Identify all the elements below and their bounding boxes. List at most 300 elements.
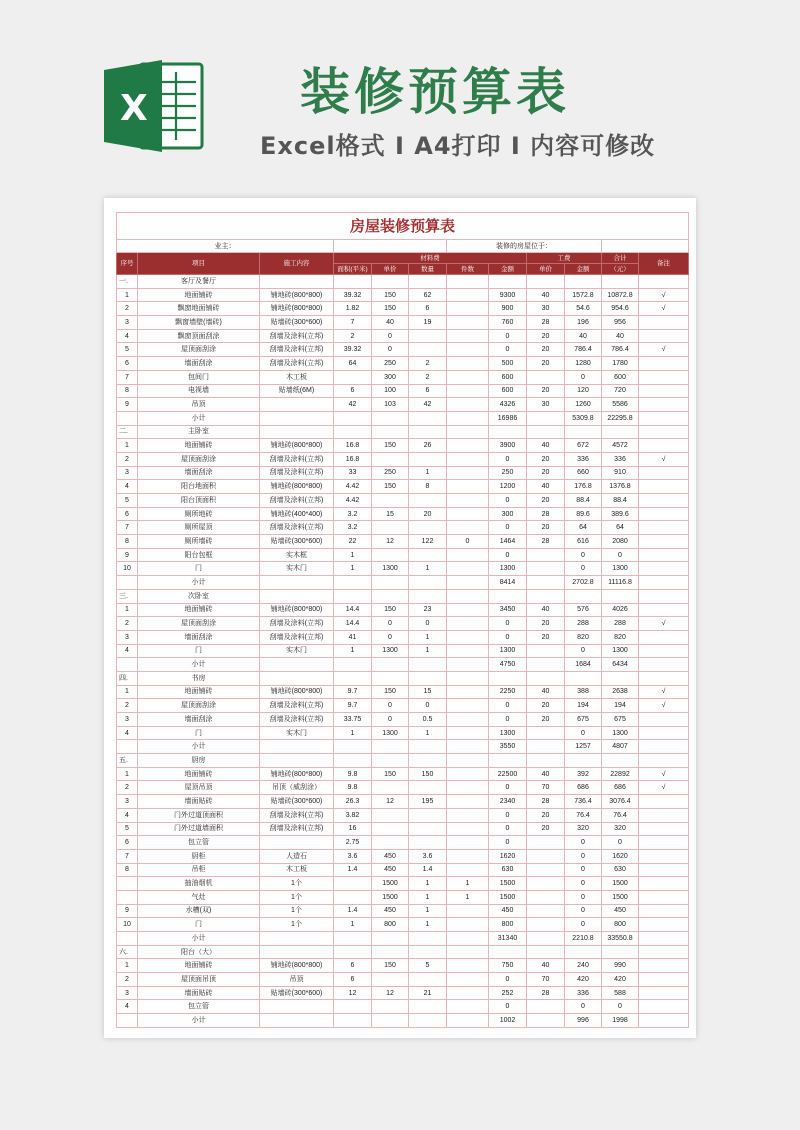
cell-unit-price[interactable]: 800 bbox=[372, 918, 409, 932]
cell-note[interactable]: √ bbox=[639, 343, 689, 357]
cell-content[interactable]: 实木门 bbox=[260, 726, 334, 740]
cell-content[interactable]: 铺地砖(800*800) bbox=[260, 767, 334, 781]
cell-content[interactable]: 人造石 bbox=[260, 849, 334, 863]
cell-unit-price[interactable]: 12 bbox=[372, 535, 409, 549]
cell-seq[interactable]: 2 bbox=[117, 302, 138, 316]
cell-total[interactable]: 10872.8 bbox=[602, 288, 639, 302]
cell-item[interactable]: 墙面刮涂 bbox=[138, 466, 260, 480]
cell-amount[interactable]: 1300 bbox=[489, 644, 527, 658]
cell-qty[interactable]: 62 bbox=[409, 288, 447, 302]
cell-content[interactable]: 刮墙及涂料(立邦) bbox=[260, 329, 334, 343]
cell-qty[interactable] bbox=[409, 275, 447, 289]
cell-pieces[interactable] bbox=[447, 699, 489, 713]
cell-total[interactable] bbox=[602, 275, 639, 289]
cell-item[interactable]: 墙面刮涂 bbox=[138, 713, 260, 727]
cell-labor-price[interactable] bbox=[527, 275, 565, 289]
cell-unit-price[interactable]: 1300 bbox=[372, 562, 409, 576]
cell-unit-price[interactable]: 150 bbox=[372, 603, 409, 617]
cell-amount[interactable]: 0 bbox=[489, 494, 527, 508]
cell-area[interactable]: 3.6 bbox=[334, 849, 372, 863]
cell-note[interactable]: √ bbox=[639, 302, 689, 316]
cell-item[interactable]: 次卧室 bbox=[138, 589, 260, 603]
cell-total[interactable]: 954.6 bbox=[602, 302, 639, 316]
cell-item[interactable]: 屋顶面刮涂 bbox=[138, 617, 260, 631]
cell-labor-price[interactable]: 30 bbox=[527, 398, 565, 412]
cell-unit-price[interactable] bbox=[372, 945, 409, 959]
cell-total[interactable]: 33550.8 bbox=[602, 932, 639, 946]
cell-qty[interactable] bbox=[409, 576, 447, 590]
cell-labor-amount[interactable]: 89.6 bbox=[565, 507, 602, 521]
cell-note[interactable] bbox=[639, 521, 689, 535]
cell-pieces[interactable] bbox=[447, 370, 489, 384]
cell-item[interactable]: 地面铺砖 bbox=[138, 603, 260, 617]
cell-qty[interactable] bbox=[409, 411, 447, 425]
cell-labor-price[interactable] bbox=[527, 918, 565, 932]
cell-pieces[interactable] bbox=[447, 644, 489, 658]
cell-qty[interactable] bbox=[409, 754, 447, 768]
cell-amount[interactable]: 8414 bbox=[489, 576, 527, 590]
cell-labor-amount[interactable]: 0 bbox=[565, 370, 602, 384]
cell-labor-price[interactable] bbox=[527, 890, 565, 904]
cell-qty[interactable]: 20 bbox=[409, 507, 447, 521]
cell-note[interactable] bbox=[639, 439, 689, 453]
cell-area[interactable]: 2.75 bbox=[334, 836, 372, 850]
cell-seq[interactable]: 2 bbox=[117, 973, 138, 987]
cell-seq[interactable]: 2 bbox=[117, 617, 138, 631]
cell-labor-amount[interactable]: 786.4 bbox=[565, 343, 602, 357]
cell-labor-amount[interactable]: 120 bbox=[565, 384, 602, 398]
cell-content[interactable]: 木工板 bbox=[260, 863, 334, 877]
cell-pieces[interactable] bbox=[447, 713, 489, 727]
cell-qty[interactable]: 1 bbox=[409, 726, 447, 740]
cell-amount[interactable]: 0 bbox=[489, 836, 527, 850]
cell-qty[interactable]: 42 bbox=[409, 398, 447, 412]
cell-note[interactable]: √ bbox=[639, 699, 689, 713]
cell-area[interactable]: 39.32 bbox=[334, 343, 372, 357]
cell-qty[interactable]: 150 bbox=[409, 767, 447, 781]
cell-labor-price[interactable] bbox=[527, 1014, 565, 1028]
cell-labor-price[interactable] bbox=[527, 754, 565, 768]
cell-content[interactable]: 铺地砖(800*800) bbox=[260, 288, 334, 302]
cell-note[interactable] bbox=[639, 398, 689, 412]
cell-amount[interactable]: 0 bbox=[489, 713, 527, 727]
cell-total[interactable] bbox=[602, 425, 639, 439]
cell-content[interactable] bbox=[260, 1014, 334, 1028]
cell-labor-price[interactable]: 40 bbox=[527, 603, 565, 617]
cell-total[interactable]: 1620 bbox=[602, 849, 639, 863]
cell-amount[interactable] bbox=[489, 275, 527, 289]
cell-content[interactable] bbox=[260, 836, 334, 850]
cell-amount[interactable]: 1620 bbox=[489, 849, 527, 863]
cell-area[interactable]: 3.2 bbox=[334, 521, 372, 535]
cell-amount[interactable]: 3450 bbox=[489, 603, 527, 617]
cell-unit-price[interactable]: 1300 bbox=[372, 644, 409, 658]
cell-qty[interactable] bbox=[409, 425, 447, 439]
cell-seq[interactable]: 7 bbox=[117, 370, 138, 384]
cell-unit-price[interactable]: 12 bbox=[372, 795, 409, 809]
cell-total[interactable]: 5586 bbox=[602, 398, 639, 412]
cell-note[interactable] bbox=[639, 986, 689, 1000]
cell-note[interactable] bbox=[639, 877, 689, 891]
cell-amount[interactable]: 1200 bbox=[489, 480, 527, 494]
cell-pieces[interactable]: 1 bbox=[447, 890, 489, 904]
cell-area[interactable]: 1.82 bbox=[334, 302, 372, 316]
cell-unit-price[interactable]: 150 bbox=[372, 480, 409, 494]
cell-pieces[interactable] bbox=[447, 548, 489, 562]
cell-unit-price[interactable] bbox=[372, 411, 409, 425]
cell-qty[interactable]: 1 bbox=[409, 904, 447, 918]
cell-content[interactable]: 铺地砖(800*800) bbox=[260, 685, 334, 699]
cell-total[interactable]: 336 bbox=[602, 452, 639, 466]
cell-item[interactable]: 墙面刮涂 bbox=[138, 357, 260, 371]
cell-labor-price[interactable]: 20 bbox=[527, 699, 565, 713]
cell-note[interactable] bbox=[639, 726, 689, 740]
cell-total[interactable]: 88.4 bbox=[602, 494, 639, 508]
cell-unit-price[interactable] bbox=[372, 671, 409, 685]
cell-amount[interactable]: 630 bbox=[489, 863, 527, 877]
cell-qty[interactable]: 1 bbox=[409, 918, 447, 932]
cell-labor-amount[interactable]: 336 bbox=[565, 452, 602, 466]
cell-total[interactable]: 4572 bbox=[602, 439, 639, 453]
cell-labor-price[interactable]: 20 bbox=[527, 630, 565, 644]
cell-qty[interactable] bbox=[409, 973, 447, 987]
cell-labor-amount[interactable] bbox=[565, 671, 602, 685]
cell-pieces[interactable] bbox=[447, 398, 489, 412]
cell-note[interactable] bbox=[639, 795, 689, 809]
cell-labor-amount[interactable] bbox=[565, 754, 602, 768]
cell-total[interactable]: 1300 bbox=[602, 726, 639, 740]
cell-item[interactable]: 墙面刮涂 bbox=[138, 630, 260, 644]
cell-seq[interactable]: 3 bbox=[117, 466, 138, 480]
cell-labor-price[interactable] bbox=[527, 877, 565, 891]
cell-content[interactable]: 1个 bbox=[260, 918, 334, 932]
cell-area[interactable]: 7 bbox=[334, 316, 372, 330]
cell-amount[interactable]: 250 bbox=[489, 466, 527, 480]
cell-pieces[interactable] bbox=[447, 288, 489, 302]
cell-seq[interactable]: 6 bbox=[117, 836, 138, 850]
cell-content[interactable]: 贴墙砖(300*600) bbox=[260, 986, 334, 1000]
cell-note[interactable] bbox=[639, 973, 689, 987]
cell-labor-amount[interactable]: 1260 bbox=[565, 398, 602, 412]
cell-labor-price[interactable] bbox=[527, 836, 565, 850]
cell-total[interactable]: 1500 bbox=[602, 877, 639, 891]
cell-total[interactable]: 4026 bbox=[602, 603, 639, 617]
cell-qty[interactable]: 1 bbox=[409, 890, 447, 904]
cell-unit-price[interactable]: 250 bbox=[372, 357, 409, 371]
cell-pieces[interactable] bbox=[447, 521, 489, 535]
cell-labor-price[interactable] bbox=[527, 863, 565, 877]
cell-labor-price[interactable] bbox=[527, 849, 565, 863]
cell-pieces[interactable] bbox=[447, 452, 489, 466]
cell-total[interactable]: 76.4 bbox=[602, 808, 639, 822]
cell-unit-price[interactable]: 1500 bbox=[372, 877, 409, 891]
cell-note[interactable] bbox=[639, 904, 689, 918]
cell-labor-price[interactable]: 70 bbox=[527, 781, 565, 795]
cell-note[interactable] bbox=[639, 658, 689, 672]
cell-note[interactable]: √ bbox=[639, 288, 689, 302]
cell-content[interactable]: 贴墙砖(300*600) bbox=[260, 795, 334, 809]
cell-amount[interactable]: 0 bbox=[489, 808, 527, 822]
cell-qty[interactable]: 5 bbox=[409, 959, 447, 973]
cell-note[interactable]: √ bbox=[639, 452, 689, 466]
cell-note[interactable] bbox=[639, 576, 689, 590]
cell-note[interactable] bbox=[639, 713, 689, 727]
cell-note[interactable] bbox=[639, 945, 689, 959]
cell-labor-amount[interactable]: 64 bbox=[565, 521, 602, 535]
cell-area[interactable]: 42 bbox=[334, 398, 372, 412]
cell-labor-amount[interactable]: 0 bbox=[565, 904, 602, 918]
owner-value[interactable] bbox=[334, 240, 447, 253]
cell-item[interactable]: 小计 bbox=[138, 658, 260, 672]
cell-pieces[interactable] bbox=[447, 795, 489, 809]
cell-pieces[interactable]: 0 bbox=[447, 535, 489, 549]
cell-amount[interactable]: 3900 bbox=[489, 439, 527, 453]
cell-area[interactable]: 33 bbox=[334, 466, 372, 480]
cell-item[interactable]: 厕所墙砖 bbox=[138, 535, 260, 549]
cell-qty[interactable] bbox=[409, 548, 447, 562]
cell-note[interactable] bbox=[639, 275, 689, 289]
cell-total[interactable]: 4807 bbox=[602, 740, 639, 754]
cell-labor-price[interactable] bbox=[527, 562, 565, 576]
cell-item[interactable]: 门外过道墙面积 bbox=[138, 822, 260, 836]
cell-content[interactable]: 实木框 bbox=[260, 548, 334, 562]
cell-item[interactable]: 书房 bbox=[138, 671, 260, 685]
cell-area[interactable]: 6 bbox=[334, 959, 372, 973]
cell-amount[interactable]: 1002 bbox=[489, 1014, 527, 1028]
cell-amount[interactable]: 0 bbox=[489, 822, 527, 836]
cell-labor-amount[interactable]: 388 bbox=[565, 685, 602, 699]
cell-item[interactable]: 水槽(双) bbox=[138, 904, 260, 918]
cell-qty[interactable] bbox=[409, 822, 447, 836]
cell-note[interactable] bbox=[639, 316, 689, 330]
cell-total[interactable]: 675 bbox=[602, 713, 639, 727]
cell-content[interactable]: 铺地砖(800*800) bbox=[260, 603, 334, 617]
cell-area[interactable]: 16 bbox=[334, 822, 372, 836]
cell-amount[interactable]: 4750 bbox=[489, 658, 527, 672]
cell-unit-price[interactable]: 150 bbox=[372, 288, 409, 302]
cell-note[interactable] bbox=[639, 411, 689, 425]
cell-area[interactable]: 6 bbox=[334, 384, 372, 398]
cell-unit-price[interactable] bbox=[372, 754, 409, 768]
cell-amount[interactable] bbox=[489, 589, 527, 603]
cell-unit-price[interactable] bbox=[372, 1000, 409, 1014]
cell-labor-price[interactable]: 20 bbox=[527, 452, 565, 466]
cell-amount[interactable] bbox=[489, 945, 527, 959]
cell-seq[interactable]: 5 bbox=[117, 494, 138, 508]
cell-pieces[interactable] bbox=[447, 302, 489, 316]
cell-area[interactable]: 16.8 bbox=[334, 439, 372, 453]
cell-content[interactable]: 刮墙及涂料(立邦) bbox=[260, 357, 334, 371]
cell-labor-price[interactable]: 20 bbox=[527, 617, 565, 631]
cell-content[interactable]: 实木门 bbox=[260, 644, 334, 658]
cell-labor-amount[interactable]: 736.4 bbox=[565, 795, 602, 809]
cell-area[interactable]: 3.82 bbox=[334, 808, 372, 822]
cell-labor-amount[interactable]: 320 bbox=[565, 822, 602, 836]
cell-qty[interactable]: 21 bbox=[409, 986, 447, 1000]
cell-pieces[interactable] bbox=[447, 781, 489, 795]
cell-content[interactable]: 1个 bbox=[260, 890, 334, 904]
cell-note[interactable] bbox=[639, 890, 689, 904]
cell-qty[interactable] bbox=[409, 343, 447, 357]
cell-labor-amount[interactable]: 820 bbox=[565, 630, 602, 644]
cell-area[interactable] bbox=[334, 671, 372, 685]
cell-total[interactable]: 22892 bbox=[602, 767, 639, 781]
cell-seq[interactable]: 3 bbox=[117, 316, 138, 330]
cell-amount[interactable]: 300 bbox=[489, 507, 527, 521]
cell-total[interactable]: 1998 bbox=[602, 1014, 639, 1028]
cell-total[interactable]: 6434 bbox=[602, 658, 639, 672]
cell-total[interactable]: 3076.4 bbox=[602, 795, 639, 809]
cell-pieces[interactable] bbox=[447, 384, 489, 398]
cell-item[interactable]: 厕所屋顶 bbox=[138, 521, 260, 535]
cell-amount[interactable]: 1500 bbox=[489, 890, 527, 904]
cell-amount[interactable] bbox=[489, 425, 527, 439]
cell-area[interactable] bbox=[334, 411, 372, 425]
cell-area[interactable]: 9.8 bbox=[334, 767, 372, 781]
cell-unit-price[interactable] bbox=[372, 808, 409, 822]
cell-seq[interactable]: 10 bbox=[117, 562, 138, 576]
cell-total[interactable]: 0 bbox=[602, 1000, 639, 1014]
cell-content[interactable]: 铺地砖(800*800) bbox=[260, 480, 334, 494]
cell-seq[interactable]: 六. bbox=[117, 945, 138, 959]
cell-item[interactable]: 小计 bbox=[138, 740, 260, 754]
cell-unit-price[interactable] bbox=[372, 452, 409, 466]
cell-labor-price[interactable]: 20 bbox=[527, 808, 565, 822]
cell-area[interactable] bbox=[334, 1000, 372, 1014]
cell-qty[interactable]: 23 bbox=[409, 603, 447, 617]
cell-total[interactable]: 800 bbox=[602, 918, 639, 932]
cell-labor-amount[interactable]: 76.4 bbox=[565, 808, 602, 822]
cell-total[interactable]: 820 bbox=[602, 630, 639, 644]
cell-pieces[interactable] bbox=[447, 357, 489, 371]
cell-qty[interactable]: 1.4 bbox=[409, 863, 447, 877]
cell-labor-amount[interactable]: 1684 bbox=[565, 658, 602, 672]
cell-item[interactable]: 吊柜 bbox=[138, 863, 260, 877]
cell-labor-price[interactable]: 20 bbox=[527, 384, 565, 398]
cell-labor-amount[interactable]: 54.6 bbox=[565, 302, 602, 316]
cell-labor-amount[interactable]: 88.4 bbox=[565, 494, 602, 508]
cell-item[interactable]: 吊顶 bbox=[138, 398, 260, 412]
cell-amount[interactable]: 0 bbox=[489, 630, 527, 644]
cell-unit-price[interactable] bbox=[372, 576, 409, 590]
cell-area[interactable] bbox=[334, 658, 372, 672]
cell-total[interactable]: 64 bbox=[602, 521, 639, 535]
cell-amount[interactable]: 600 bbox=[489, 384, 527, 398]
cell-content[interactable] bbox=[260, 275, 334, 289]
cell-qty[interactable]: 26 bbox=[409, 439, 447, 453]
cell-content[interactable] bbox=[260, 1000, 334, 1014]
cell-seq[interactable]: 6 bbox=[117, 357, 138, 371]
cell-qty[interactable]: 2 bbox=[409, 357, 447, 371]
cell-labor-amount[interactable]: 288 bbox=[565, 617, 602, 631]
cell-labor-amount[interactable]: 675 bbox=[565, 713, 602, 727]
cell-qty[interactable] bbox=[409, 1014, 447, 1028]
cell-content[interactable]: 铺地砖(800*800) bbox=[260, 959, 334, 973]
cell-unit-price[interactable] bbox=[372, 521, 409, 535]
cell-qty[interactable]: 15 bbox=[409, 685, 447, 699]
cell-seq[interactable]: 1 bbox=[117, 439, 138, 453]
cell-unit-price[interactable]: 300 bbox=[372, 370, 409, 384]
cell-labor-amount[interactable] bbox=[565, 589, 602, 603]
cell-pieces[interactable] bbox=[447, 603, 489, 617]
cell-amount[interactable]: 3550 bbox=[489, 740, 527, 754]
cell-labor-amount[interactable]: 0 bbox=[565, 877, 602, 891]
cell-content[interactable]: 刮墙及涂料(立邦) bbox=[260, 466, 334, 480]
cell-total[interactable] bbox=[602, 945, 639, 959]
cell-unit-price[interactable]: 150 bbox=[372, 959, 409, 973]
cell-total[interactable]: 0 bbox=[602, 548, 639, 562]
cell-qty[interactable] bbox=[409, 452, 447, 466]
cell-unit-price[interactable]: 0 bbox=[372, 343, 409, 357]
cell-total[interactable]: 1376.8 bbox=[602, 480, 639, 494]
cell-seq[interactable]: 3 bbox=[117, 986, 138, 1000]
cell-area[interactable] bbox=[334, 275, 372, 289]
cell-note[interactable] bbox=[639, 535, 689, 549]
cell-item[interactable]: 墙面贴砖 bbox=[138, 986, 260, 1000]
cell-qty[interactable] bbox=[409, 671, 447, 685]
cell-content[interactable]: 刮墙及涂料(立邦) bbox=[260, 343, 334, 357]
cell-unit-price[interactable] bbox=[372, 425, 409, 439]
cell-labor-amount[interactable]: 5309.8 bbox=[565, 411, 602, 425]
cell-qty[interactable] bbox=[409, 589, 447, 603]
cell-labor-price[interactable]: 20 bbox=[527, 329, 565, 343]
cell-seq[interactable]: 8 bbox=[117, 863, 138, 877]
cell-note[interactable] bbox=[639, 630, 689, 644]
cell-area[interactable]: 4.42 bbox=[334, 494, 372, 508]
cell-item[interactable]: 地面铺砖 bbox=[138, 288, 260, 302]
cell-note[interactable] bbox=[639, 425, 689, 439]
cell-seq[interactable]: 6 bbox=[117, 507, 138, 521]
cell-total[interactable]: 11116.8 bbox=[602, 576, 639, 590]
cell-amount[interactable]: 2340 bbox=[489, 795, 527, 809]
cell-qty[interactable]: 2 bbox=[409, 370, 447, 384]
cell-item[interactable]: 阳台地面积 bbox=[138, 480, 260, 494]
cell-total[interactable]: 40 bbox=[602, 329, 639, 343]
cell-item[interactable]: 阳台包框 bbox=[138, 548, 260, 562]
cell-labor-amount[interactable] bbox=[565, 425, 602, 439]
cell-note[interactable] bbox=[639, 466, 689, 480]
cell-labor-price[interactable]: 28 bbox=[527, 535, 565, 549]
cell-item[interactable]: 屋顶面刮涂 bbox=[138, 343, 260, 357]
cell-area[interactable] bbox=[334, 576, 372, 590]
cell-seq[interactable] bbox=[117, 576, 138, 590]
cell-content[interactable]: 铺地砖(800*800) bbox=[260, 302, 334, 316]
cell-labor-price[interactable] bbox=[527, 548, 565, 562]
cell-item[interactable]: 包间门 bbox=[138, 370, 260, 384]
cell-qty[interactable] bbox=[409, 836, 447, 850]
cell-labor-amount[interactable]: 0 bbox=[565, 890, 602, 904]
cell-seq[interactable]: 5 bbox=[117, 343, 138, 357]
cell-labor-price[interactable]: 28 bbox=[527, 316, 565, 330]
cell-content[interactable]: 刮墙及涂料(立邦) bbox=[260, 822, 334, 836]
cell-amount[interactable]: 2250 bbox=[489, 685, 527, 699]
cell-unit-price[interactable]: 450 bbox=[372, 849, 409, 863]
cell-amount[interactable]: 600 bbox=[489, 370, 527, 384]
cell-item[interactable]: 电视墙 bbox=[138, 384, 260, 398]
cell-content[interactable]: 吊顶（威刮涂） bbox=[260, 781, 334, 795]
cell-seq[interactable]: 五. bbox=[117, 754, 138, 768]
cell-unit-price[interactable]: 100 bbox=[372, 384, 409, 398]
cell-note[interactable] bbox=[639, 507, 689, 521]
cell-pieces[interactable] bbox=[447, 986, 489, 1000]
cell-qty[interactable]: 19 bbox=[409, 316, 447, 330]
cell-item[interactable]: 地面铺砖 bbox=[138, 959, 260, 973]
cell-item[interactable]: 门 bbox=[138, 562, 260, 576]
cell-area[interactable] bbox=[334, 370, 372, 384]
cell-labor-amount[interactable]: 1280 bbox=[565, 357, 602, 371]
cell-labor-amount[interactable]: 672 bbox=[565, 439, 602, 453]
cell-item[interactable]: 抽油烟机 bbox=[138, 877, 260, 891]
